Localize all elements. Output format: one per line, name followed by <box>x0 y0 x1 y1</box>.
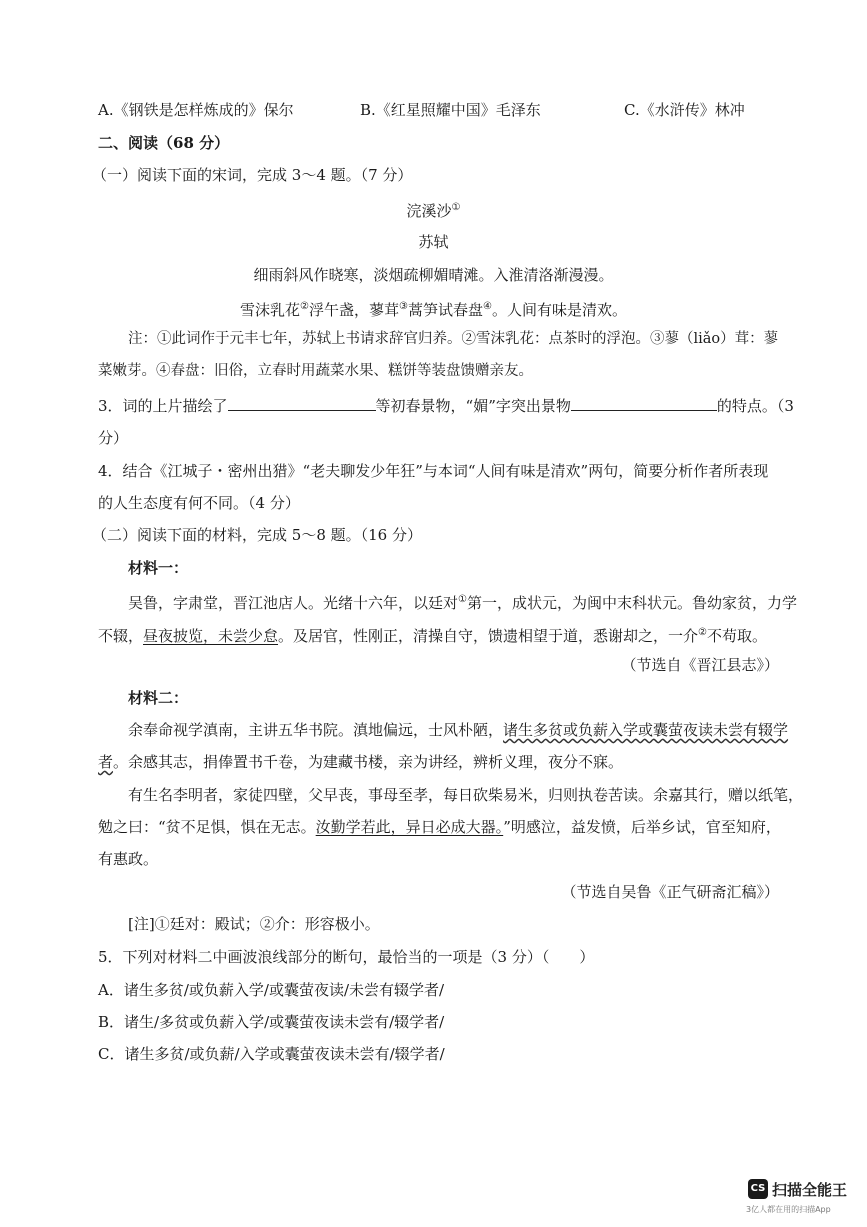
question-5-option-c: C．诸生多贫/或负薪/入学或囊萤夜读未尝有/辍学者/ <box>98 1045 445 1063</box>
material-1-label: 材料一： <box>128 559 189 577</box>
poem-title <box>0 198 867 221</box>
material-text: 余奉命视学滇南，主讲五华书院。滇地偏远，士风朴陋， <box>128 721 504 739</box>
material-2-line-4 <box>98 817 781 837</box>
question-3 <box>98 396 794 416</box>
footnote-marker: ① <box>458 594 467 605</box>
footnote-marker: ① <box>451 202 461 213</box>
watermark-name: 扫描全能王 <box>772 1181 848 1199</box>
footnote-marker: ② <box>698 627 708 638</box>
poem-title-text: 浣溪沙 <box>406 202 452 220</box>
poem-author: 苏轼 <box>418 233 449 251</box>
footnote-marker: ② <box>300 301 309 312</box>
poem-text: 蒿笋试春盘 <box>407 301 483 319</box>
wavy-underlined-text: 者 <box>98 753 114 771</box>
option-b: B.《红星照耀中国》毛泽东 <box>360 101 541 119</box>
material-text: ”明感泣，益发愤，后举乡试，官至知府， <box>503 818 781 836</box>
question-text: 等初春景物，“媚”字突出景物 <box>375 397 571 415</box>
material-text: 。及居官，性刚正，清操自守，馈遗相望于道，悉谢却之，一介 <box>278 627 699 645</box>
question-3-cont: 分） <box>98 429 129 447</box>
scanner-watermark <box>746 1176 861 1222</box>
question-5-option-a: A．诸生多贫/或负薪入学/或囊萤夜读/未尝有辍学者/ <box>98 981 445 999</box>
material-2-source: （节选自吴鲁《正气研斋汇稿》） <box>561 883 779 901</box>
question-5-stem: 5．下列对材料二中画波浪线部分的断句，最恰当的一项是（3 分）（ ） <box>98 948 595 966</box>
poem-text: 。人间有味是清欢。 <box>491 301 627 319</box>
footnote-marker: ③ <box>399 301 408 312</box>
material-2-line-1 <box>128 720 788 740</box>
underlined-sentence: 昼夜披览，未尝少怠 <box>143 627 279 645</box>
poem-note-2: 菜嫩芽。④春盘：旧俗，立春时用蔬菜水果、糕饼等装盘馈赠亲友。 <box>98 363 533 379</box>
option-a: A.《钢铁是怎样炼成的》保尔 <box>98 101 294 119</box>
option-c: C.《水浒传》林冲 <box>624 101 745 119</box>
part2-intro: （二）阅读下面的材料，完成 5～8 题。（16 分） <box>92 526 422 544</box>
watermark-tagline: 3亿人都在用的扫描App <box>746 1205 831 1214</box>
material-notes: [注]①廷对：殿试；②介：形容极小。 <box>128 915 380 933</box>
wavy-underlined-text: 诸生多贫或负薪入学或囊萤夜读未尝有辍学 <box>503 721 789 739</box>
material-text: 不苟取。 <box>707 627 768 645</box>
part1-intro: （一）阅读下面的宋词，完成 3～4 题。（7 分） <box>92 166 413 184</box>
section-heading: 二、阅读（68 分） <box>98 134 230 152</box>
footnote-marker: ④ <box>483 301 492 312</box>
question-text: 的特点。（3 <box>716 397 794 415</box>
material-1-source: （节选自《晋江县志》） <box>621 656 779 674</box>
answer-blank-1[interactable] <box>228 396 376 411</box>
material-2-line-3: 有生名李明者，家徒四壁，父早丧，事母至孝，每日砍柴易米，归则执卷苦读。余嘉其行，赠以纸笔， <box>128 786 804 804</box>
poem-line-2 <box>0 297 867 320</box>
question-4-line-1: 4．结合《江城子・密州出猎》“老夫聊发少年狂”与本词“人间有味是清欢”两句，简要分析作者所表现 <box>98 462 769 480</box>
material-2-line-5: 有惠政。 <box>98 850 159 868</box>
material-1-line-1 <box>128 590 797 613</box>
question-4-line-2: 的人生态度有何不同。（4 分） <box>98 494 300 512</box>
question-text: 3．词的上片描绘了 <box>98 397 228 415</box>
poem-text: 浮午盏，蓼茸 <box>309 301 400 319</box>
material-2-line-2 <box>98 752 623 772</box>
answer-blank-2[interactable] <box>571 396 717 411</box>
poem-line-1: 细雨斜风作晓寒，淡烟疏柳媚晴滩。入淮清洛渐漫漫。 <box>253 266 614 284</box>
material-2-label: 材料二： <box>128 689 189 707</box>
question-5-option-b: B．诸生/多贫或负薪入学/或囊萤夜读未尝有/辍学者/ <box>98 1013 445 1031</box>
material-text: 吴鲁，字肃堂，晋江池店人。光绪十六年，以廷对 <box>128 594 459 612</box>
poem-text: 雪沫乳花 <box>240 301 301 319</box>
poem-note-1: 注：①此词作于元丰七年，苏轼上书请求辞官归养。②雪沫乳花：点茶时的浮泡。③蓼（liǎo）茸：蓼 <box>128 331 779 347</box>
underlined-sentence: 汝勤学若此，异日必成大器。 <box>315 818 504 836</box>
material-text: 第一，成状元，为闽中末科状元。鲁幼家贫，力学 <box>466 594 797 612</box>
material-1-line-2 <box>98 623 767 646</box>
camscanner-logo-icon: CS <box>748 1179 768 1199</box>
material-text: 勉之曰：“贫不足惧，惧在无志。 <box>98 818 316 836</box>
material-text: 。余感其志，捐俸置书千卷，为建藏书楼，亲为讲经，辨析义理，夜分不寐。 <box>113 753 624 771</box>
material-text: 不辍， <box>98 627 144 645</box>
